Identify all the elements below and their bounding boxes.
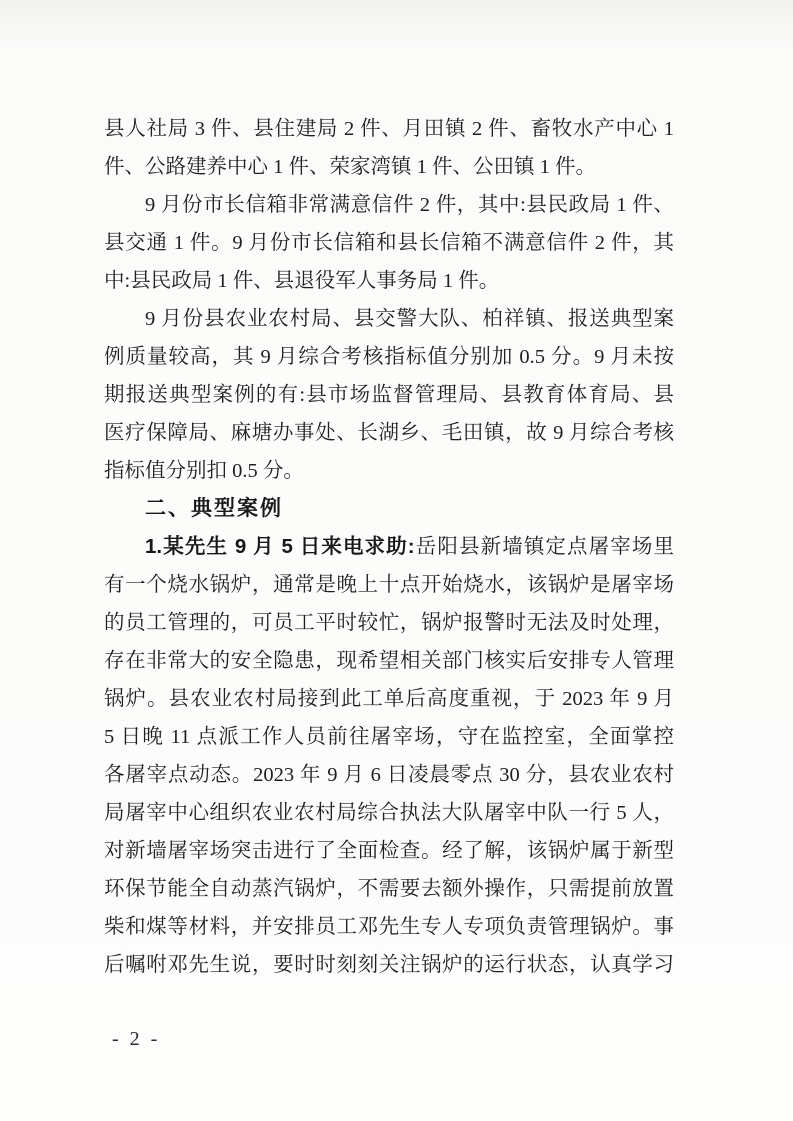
case-lead-label: 1.某先生 9 月 5 日来电求助: [145, 535, 415, 558]
case-first-rest: 岳阳县新墙镇定点屠宰场里 [414, 536, 674, 558]
text-line: 9 月份县农业农村局、县交警大队、柏祥镇、报送典型案 [145, 308, 674, 330]
text-line: 锅炉。县农业农村局接到此工单后高度重视，于 2023 年 9 月 [104, 688, 674, 710]
text-line: 的员工管理的，可员工平时较忙，锅炉报警时无法及时处理， [104, 612, 674, 634]
text-line: 件、公路建养中心 1 件、荣家湾镇 1 件、公田镇 1 件。 [104, 156, 596, 178]
text-line: 5 日晚 11 点派工作人员前往屠宰场，守在监控室，全面掌控 [104, 726, 674, 748]
text-line: 指标值分别扣 0.5 分。 [104, 460, 304, 482]
document-body [104, 110, 674, 984]
text-line: 例质量较高，其 9 月综合考核指标值分别加 0.5 分。9 月未按 [104, 346, 674, 368]
text-line: 中:县民政局 1 件、县退役军人事务局 1 件。 [104, 270, 500, 292]
text-line: 有一个烧水锅炉，通常是晚上十点开始烧水，该锅炉是屠宰场 [104, 574, 674, 596]
text-line: 县人社局 3 件、县住建局 2 件、月田镇 2 件、畜牧水产中心 1 [104, 118, 674, 140]
text-line: 柴和煤等材料，并安排员工邓先生专人专项负责管理锅炉。事 [104, 916, 674, 938]
text-line: 县交通 1 件。9 月份市长信箱和县长信箱不满意信件 2 件，其 [104, 232, 674, 254]
text-line: 后嘱咐邓先生说，要时时刻刻关注锅炉的运行状态，认真学习 [104, 954, 674, 976]
text-line: 对新墙屠宰场突击进行了全面检查。经了解，该锅炉属于新型 [104, 840, 674, 862]
text-line: 9 月份市长信箱非常满意信件 2 件，其中:县民政局 1 件、 [145, 194, 674, 216]
text-line: 局屠宰中心组织农业农村局综合执法大队屠宰中队一行 5 人， [104, 802, 674, 824]
section-heading: 二、典型案例 [145, 497, 283, 520]
case-first-line [104, 528, 674, 566]
text-line: 医疗保障局、麻塘办事处、长湖乡、毛田镇，故 9 月综合考核 [104, 422, 674, 444]
text-line: 存在非常大的安全隐患，现希望相关部门核实后安排专人管理 [104, 650, 674, 672]
page-number: - 2 - [112, 1028, 161, 1050]
text-line: 期报送典型案例的有:县市场监督管理局、县教育体育局、县 [104, 384, 674, 406]
text-line: 环保节能全自动蒸汽锅炉，不需要去额外操作，只需提前放置 [104, 878, 674, 900]
text-line: 各屠宰点动态。2023 年 9 月 6 日凌晨零点 30 分，县农业农村 [104, 764, 674, 786]
